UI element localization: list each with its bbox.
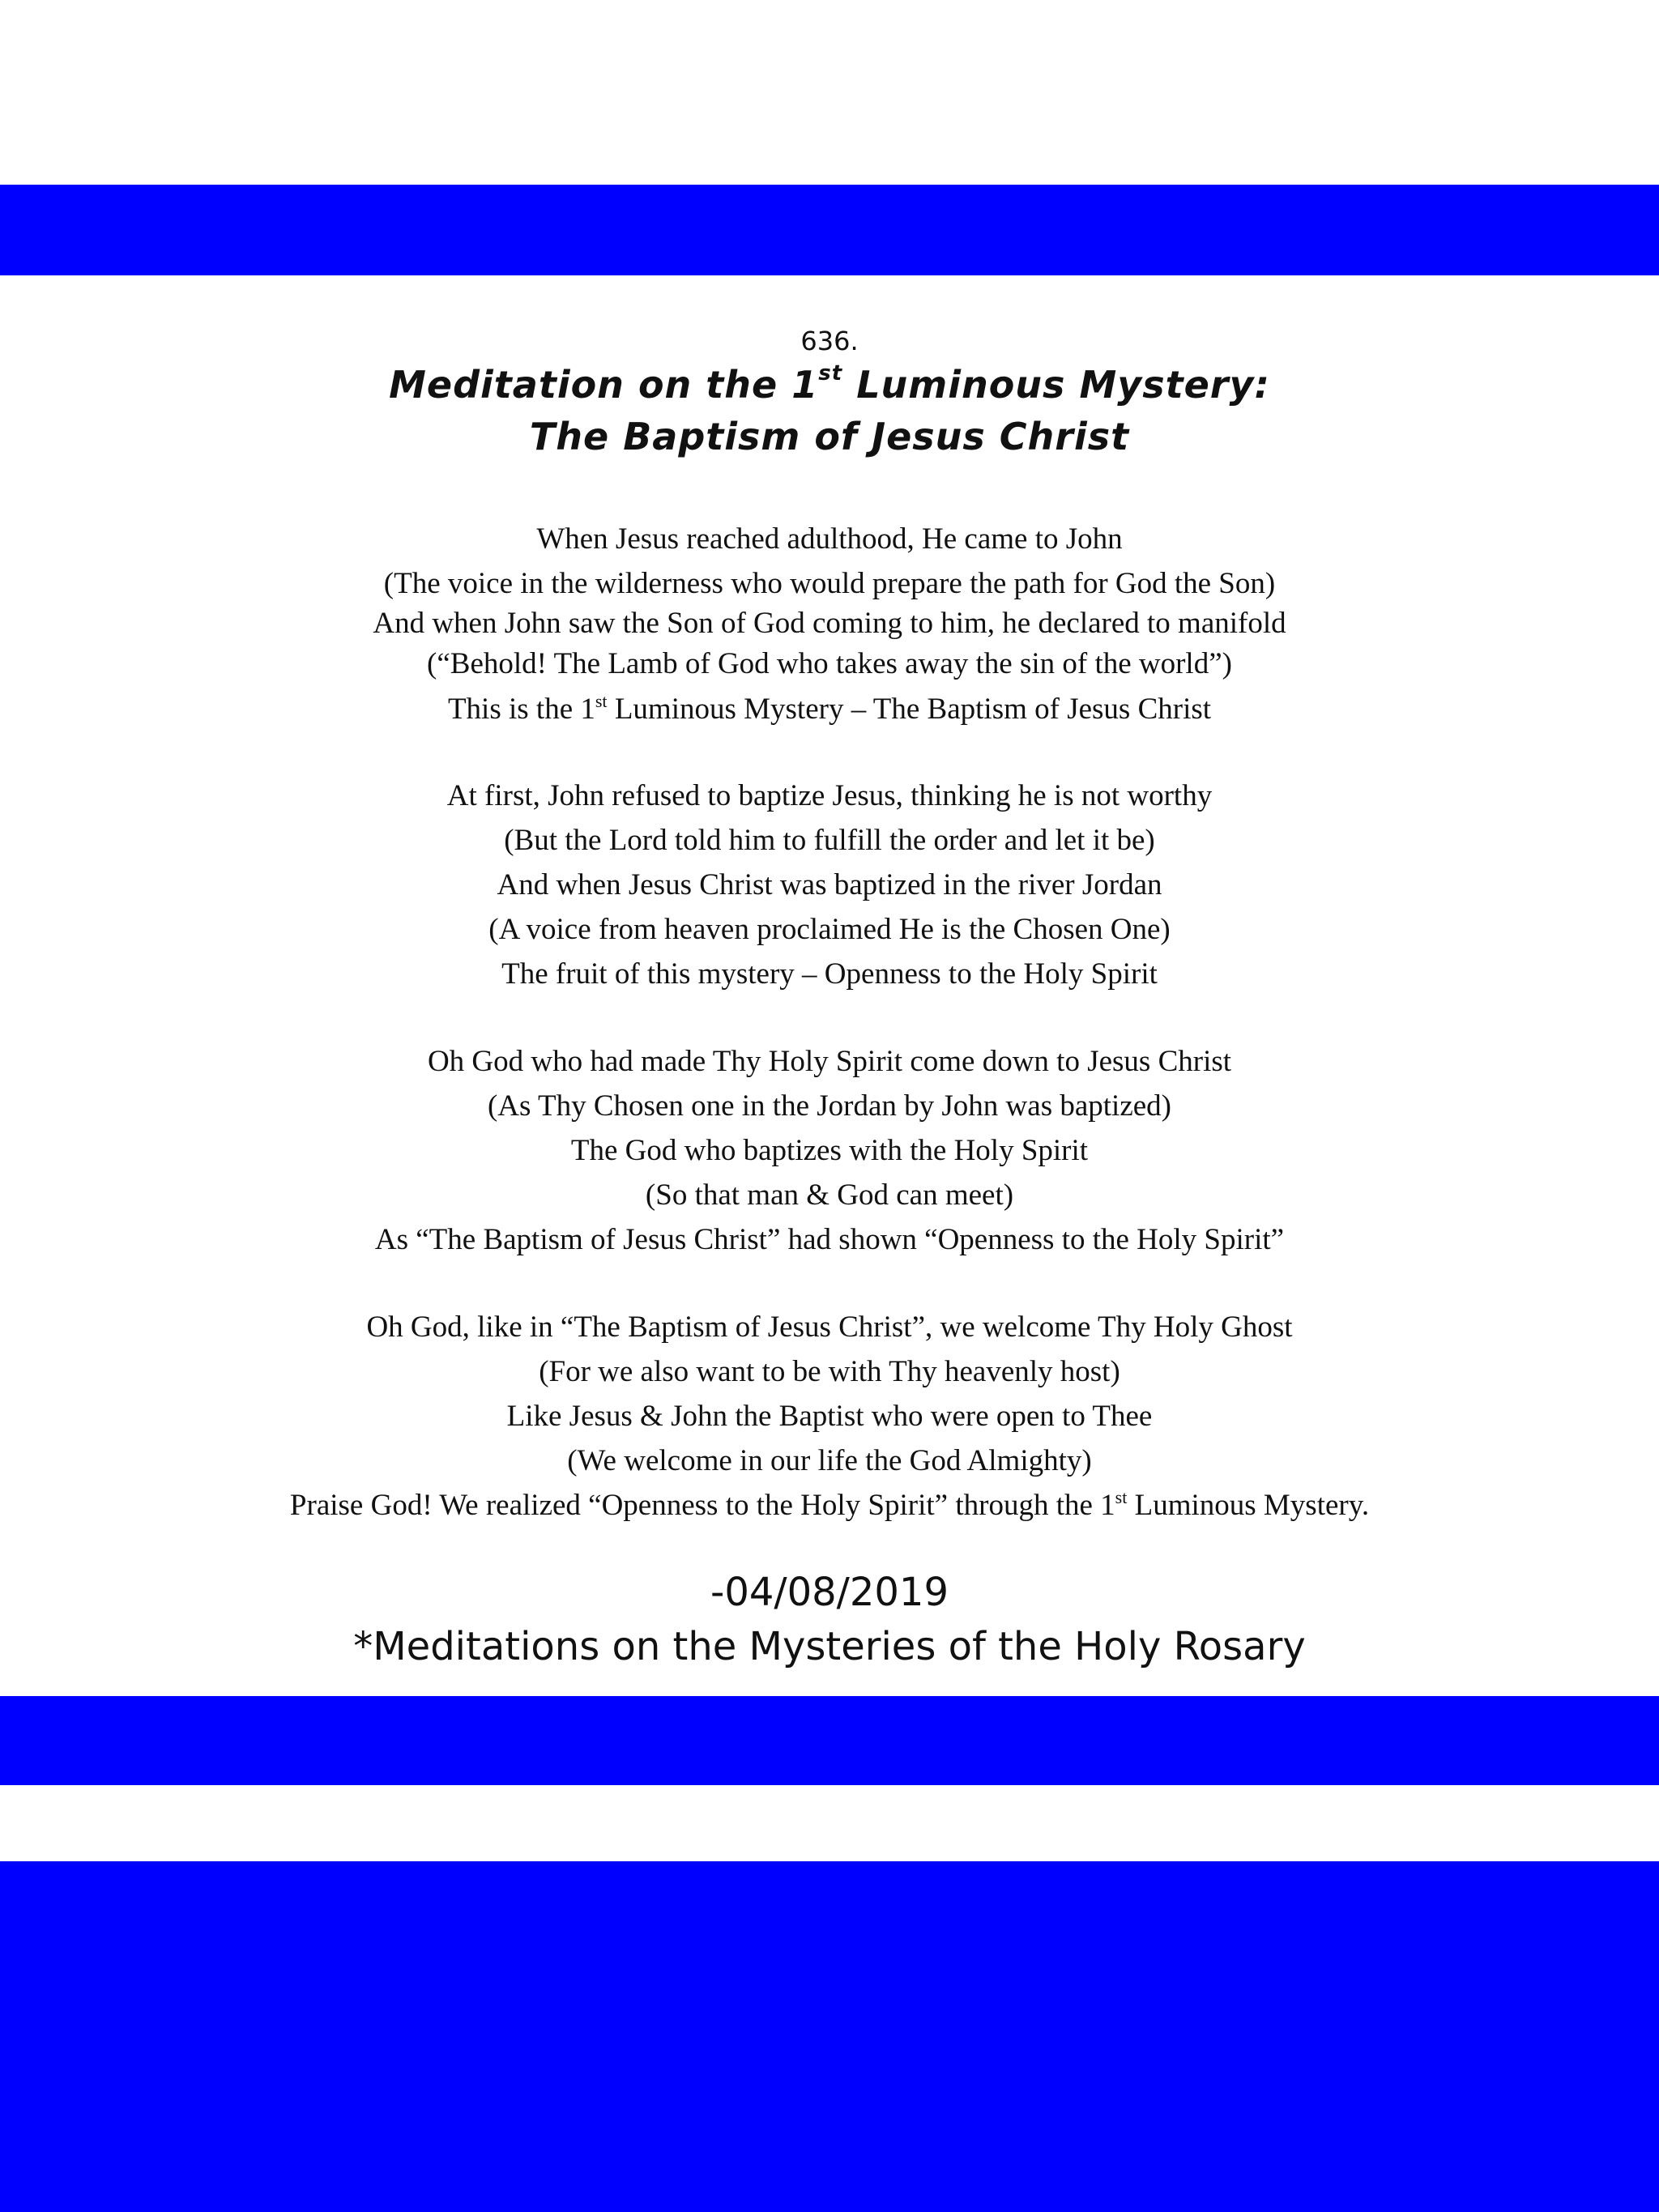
poem-line-with-ordinal <box>0 687 1659 731</box>
poem-line: (But the Lord told him to fulfill the order and let it be) <box>504 824 1155 857</box>
poem-line-rest: Luminous Mystery – The Baptism of Jesus Christ <box>607 693 1212 726</box>
title-line-2: The Baptism of Jesus Christ <box>529 415 1130 458</box>
series-title: *Meditations on the Mysteries of the Holy Rosary <box>353 1624 1306 1669</box>
stanza-4 <box>0 1305 1659 1528</box>
poem-line: Oh God, like in “The Baptism of Jesus Christ”, we welcome Thy Holy Ghost <box>366 1311 1293 1344</box>
title-line-1 <box>0 361 1659 407</box>
bottom-blue-band <box>0 1861 1659 2212</box>
poem-line: And when Jesus Christ was baptized in the river Jordan <box>497 868 1162 901</box>
title-ordinal-suffix: st <box>818 361 843 386</box>
poem-line-rest: Luminous Mystery. <box>1127 1489 1370 1522</box>
poem-line: Like Jesus & John the Baptist who were open to Thee <box>506 1400 1153 1433</box>
poem-line: (We welcome in our life the God Almighty) <box>567 1444 1092 1477</box>
poem-line: When Jesus reached adulthood, He came to John <box>536 522 1123 556</box>
middle-blue-band <box>0 1696 1659 1785</box>
poem-line: (So that man & God can meet) <box>645 1178 1014 1212</box>
stanza-2 <box>0 774 1659 996</box>
poem-line: At first, John refused to baptize Jesus, thinking he is not worthy <box>446 779 1213 812</box>
top-blue-band <box>0 185 1659 275</box>
page-number: 636. <box>800 326 859 356</box>
poem-line-text: Praise God! We realized “Openness to the Holy Spirit” through the 1 <box>289 1489 1115 1522</box>
poem-line: (For we also want to be with Thy heavenly host) <box>539 1355 1120 1388</box>
poem-line-text: This is the 1 <box>447 693 595 726</box>
stanza-3 <box>0 1039 1659 1262</box>
stanza-1 <box>0 517 1659 731</box>
title-line-1-rest: Luminous Mystery: <box>842 363 1270 407</box>
poem-line: Oh God who had made Thy Holy Spirit come down to Jesus Christ <box>427 1045 1232 1078</box>
poem-line: And when John saw the Son of God coming to him, he declared to manifold <box>373 607 1286 640</box>
ordinal-suffix: st <box>1115 1487 1128 1507</box>
poem-line: As “The Baptism of Jesus Christ” had shown “Openness to the Holy Spirit” <box>374 1223 1285 1256</box>
date-line: -04/08/2019 <box>710 1570 949 1615</box>
poem-line: The fruit of this mystery – Openness to the Holy Spirit <box>501 957 1158 991</box>
ordinal-suffix: st <box>595 691 608 711</box>
poem-line: (“Behold! The Lamb of God who takes away the sin of the world”) <box>427 647 1232 680</box>
title-line-1-text: Meditation on the 1 <box>389 363 819 407</box>
poem-line: The God who baptizes with the Holy Spirit <box>570 1134 1089 1167</box>
poem-line: (The voice in the wilderness who would prepare the path for God the Son) <box>383 567 1276 600</box>
poem-line-with-ordinal <box>0 1483 1659 1528</box>
poem-line: (A voice from heaven proclaimed He is the Chosen One) <box>488 913 1171 946</box>
poem-line: (As Thy Chosen one in the Jordan by John was baptized) <box>487 1089 1171 1123</box>
